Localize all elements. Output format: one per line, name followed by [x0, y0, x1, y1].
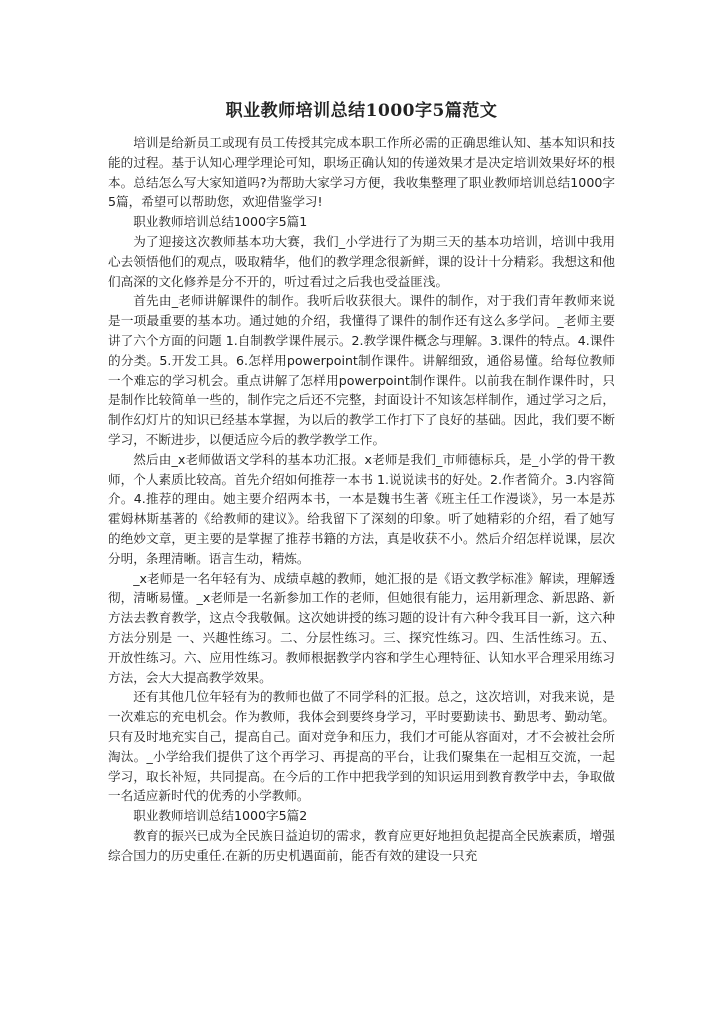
paragraph: _x老师是一名年轻有为、成绩卓越的教师，她汇报的是《语文教学标准》解读，理解透彻，清晰易懂。_x老师是一名新参加工作的老师，但她很有能力，运用新理念、新思路、新方法去教育教学，这点令我敬佩。这次她讲授的练习题的设计有六种令我耳目一新，这六种方法分别是 一、兴趣性练习。二、分层性练习。三、探究性练习。四、生活性练习。五、开放性练习。六、应用性练习。教师根据教学内容和学生心理特征、认知水平合理采用练习方法，会大大提高教学效果。	[108, 570, 615, 685]
document-title: 职业教师培训总结1000字5篇范文	[225, 101, 498, 121]
paragraph: 还有其他几位年轻有为的教师也做了不同学科的汇报。总之，这次培训，对我来说，是一次难忘的充电机会。作为教师，我体会到要终身学习，平时要勤读书、勤思考、勤动笔。只有及时地充实自己，提高自己。面对竞争和压力，我们才可能从容面对，才不会被社会所淘汰。_小学给我们提供了这个再学习、再提高的平台，让我们聚集在一起相互交流，一起学习，取长补短，共同提高。在今后的工作中把我学到的知识运用到教育教学中去，争取做一名适应新时代的优秀的小学教师。	[108, 689, 615, 804]
paragraph: 然后由_x老师做语文学科的基本功汇报。x老师是我们_市师德标兵，是_小学的骨干教师，个人素质比较高。首先介绍如何推荐一本书 1.说说读书的好处。2.作者简介。3.内容简介。4.推荐的理由。她主要介绍两本书，一本是魏书生著《班主任工作漫谈》，另一本是苏霍姆林斯基著的《给教师的建议》。给我留下了深刻的印象。听了她精彩的介绍，看了她写的绝妙文章，更主要的是掌握了推荐书籍的方法，真是收获不小。然后介绍怎样说课，层次分明，条理清晰。语言生动，精炼。	[108, 451, 615, 566]
paragraph: 首先由_老师讲解课件的制作。我听后收获很大。课件的制作，对于我们青年教师来说是一项最重要的基本功。通过她的介绍，我懂得了课件的制作还有这么多学问。_老师主要讲了六个方面的问题 1.自制教学课件展示。2.教学课件概念与理解。3.课件的特点。4.课件的分类。5.开发工具。6.怎样用powerpoint制作课件。讲解细致，通俗易懂。给每位教师一个难忘的学习机会。重点讲解了怎样用powerpoint制作课件。以前我在制作课件时，只是制作比较简单一些的，制作完之后还不完整，封面设计不知该怎样制作，通过学习之后，制作幻灯片的知识已经基本掌握，为以后的教学工作打下了良好的基础。因此，我们要不断学习，不断进步，以便适应今后的教学教学工作。	[108, 293, 615, 447]
section-heading-2: 职业教师培训总结1000字5篇2	[133, 808, 308, 824]
document-body	[108, 133, 615, 865]
paragraph: 为了迎接这次教师基本功大赛，我们_小学进行了为期三天的基本功培训，培训中我用心去领悟他们的观点，吸取精华，他们的教学理念很新鲜，课的设计十分精彩。我想这和他们高深的文化修养是分不开的，听过看过之后我也受益匪浅。	[108, 233, 615, 289]
paragraph: 教育的振兴已成为全民族日益迫切的需求，教育应更好地担负起提高全民族素质，增强综合国力的历史重任.在新的历史机遇面前，能否有效的建设一只充	[108, 827, 615, 863]
section-heading-1: 职业教师培训总结1000字5篇1	[133, 214, 308, 230]
intro-paragraph: 培训是给新员工或现有员工传授其完成本职工作所必需的正确思维认知、基本知识和技能的过程。基于认知心理学理论可知，职场正确认知的传递效果才是决定培训效果好坏的根本。总结怎么写大家知道吗?为帮助大家学习方便，我收集整理了职业教师培训总结1000字5篇，希望可以帮助您，欢迎借鉴学习!	[108, 135, 615, 210]
